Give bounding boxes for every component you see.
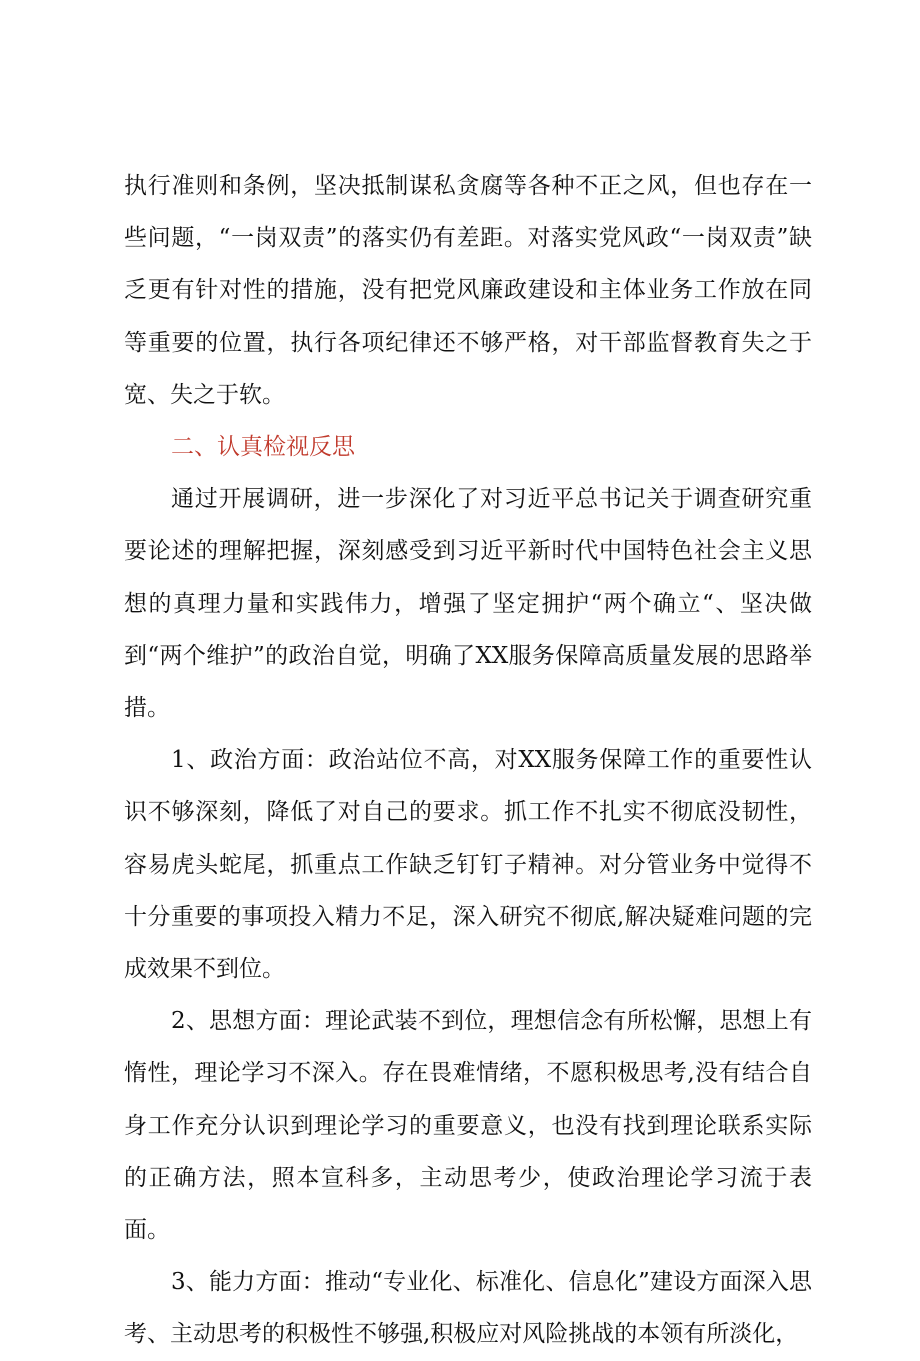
paragraph-ideological: 2、思想方面：理论武装不到位，理想信念有所松懈，思想上有惰性，理论学习不深入。存在畏难情绪，不愿积极思考,没有结合自身工作充分认识到理论学习的重要意义，也没有找到理论联系实际的正确方法，照本宣科多，主动思考少，使政治理论学习流于表面。 xyxy=(124,1008,812,1244)
paragraph-capability: 3、能力方面：推动“专业化、标准化、信息化”建设方面深入思考、主动思考的积极性不够强,积极应对风险挑战的本领有所淡化， xyxy=(124,1269,812,1348)
paragraph-intro: 通过开展调研，进一步深化了对习近平总书记关于调查研究重要论述的理解把握，深刻感受到习近平新时代中国特色社会主义思想的真理力量和实践伟力，增强了坚定拥护“两个确立“、坚决做到“两个维护”的政治自觉，明确了XX服务保障高质量发展的思路举措。 xyxy=(124,486,812,722)
document-body xyxy=(124,160,812,1361)
paragraph-political: 1、政治方面：政治站位不高，对XX服务保障工作的重要性认识不够深刻，降低了对自己的要求。抓工作不扎实不彻底没韧性，容易虎头蛇尾，抓重点工作缺乏钉钉子精神。对分管业务中觉得不十分重要的事项投入精力不足，深入研究不彻底,解决疑难问题的完成效果不到位。 xyxy=(124,747,812,983)
paragraph-continuation: 执行准则和条例，坚决抵制谋私贪腐等各种不正之风，但也存在一些问题，“一岗双责”的落实仍有差距。对落实党风政“一岗双责”缺乏更有针对性的措施，没有把党风廉政建设和主体业务工作放在同等重要的位置，执行各项纪律还不够严格，对干部监督教育失之于宽、失之于软。 xyxy=(124,173,812,408)
section-heading: 二、认真检视反思 xyxy=(171,434,355,461)
